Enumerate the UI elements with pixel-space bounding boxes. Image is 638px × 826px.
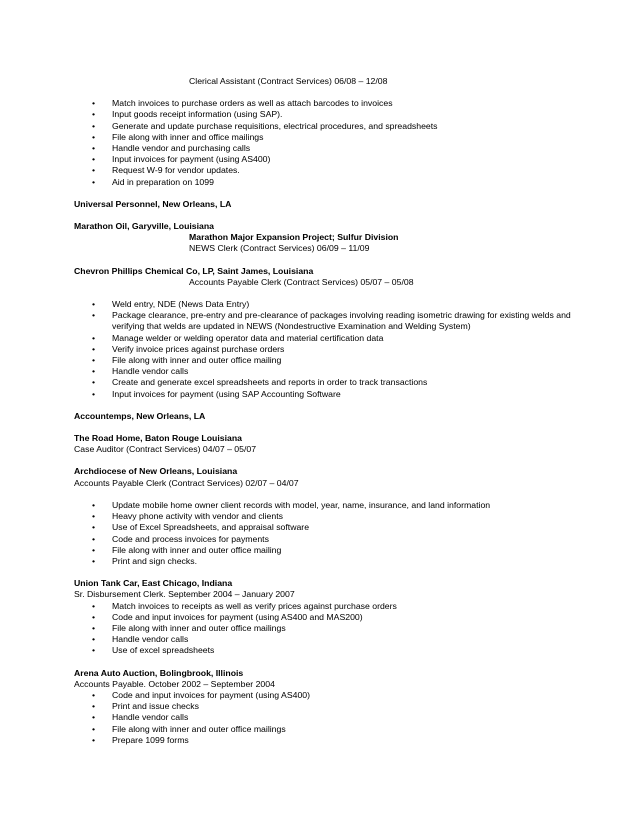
list-item: • File along with inner and office mailings bbox=[112, 132, 574, 143]
list-item: • Weld entry, NDE (News Data Entry) bbox=[112, 299, 574, 310]
list-item: • Code and input invoices for payment (using AS400) bbox=[112, 690, 574, 701]
employer-union-tank-car: Union Tank Car, East Chicago, Indiana bbox=[74, 578, 233, 589]
list-item: • Handle vendor calls bbox=[112, 366, 574, 377]
list-item: • Input invoices for payment (using AS400) bbox=[112, 154, 574, 165]
list-item: • Handle vendor calls bbox=[112, 712, 574, 723]
agency-accountemps: Accountemps, New Orleans, LA bbox=[74, 410, 206, 421]
employer-arena-auto-auction: Arena Auto Auction, Bolingbrook, Illinois bbox=[74, 667, 244, 678]
list-item: • Use of Excel Spreadsheets, and appraisal software bbox=[112, 522, 574, 533]
employer-road-home: The Road Home, Baton Rouge Louisiana bbox=[74, 433, 242, 444]
list-item: • File along with inner and outer office mailings bbox=[112, 623, 574, 634]
list-item: • Heavy phone activity with vendor and clients bbox=[112, 511, 574, 522]
job-title-disbursement-clerk: Sr. Disbursement Clerk. September 2004 – January 2007 bbox=[74, 589, 295, 600]
bullet-list-arena bbox=[74, 690, 574, 746]
list-item: • Package clearance, pre-entry and pre-clearance of packages involving reading isometric drawing for existing welds and verifying that welds are updated in NEWS (Nondestructive Examination and Welding System) bbox=[112, 310, 574, 332]
list-item: • File along with inner and outer office mailing bbox=[112, 545, 574, 556]
list-item: • Match invoices to purchase orders as well as attach barcodes to invoices bbox=[112, 98, 574, 109]
job-title-ap-clerk-archdiocese: Accounts Payable Clerk (Contract Services) 02/07 – 04/07 bbox=[74, 477, 299, 488]
list-item: • Match invoices to receipts as well as verify prices against purchase orders bbox=[112, 601, 574, 612]
list-item: • File along with inner and outer office mailing bbox=[112, 355, 574, 366]
list-item: • Generate and update purchase requisitions, electrical procedures, and spreadsheets bbox=[112, 121, 574, 132]
list-item: • Handle vendor calls bbox=[112, 634, 574, 645]
resume-content bbox=[74, 76, 574, 746]
list-item: • Code and process invoices for payments bbox=[112, 534, 574, 545]
job-title-case-auditor: Case Auditor (Contract Services) 04/07 – 05/07 bbox=[74, 444, 257, 455]
list-item: • Print and sign checks. bbox=[112, 556, 574, 567]
employer-chevron-phillips: Chevron Phillips Chemical Co, LP, Saint James, Louisiana bbox=[74, 265, 314, 276]
employer-archdiocese: Archdiocese of New Orleans, Louisiana bbox=[74, 466, 238, 477]
list-item: • Aid in preparation on 1099 bbox=[112, 177, 574, 188]
job-title-ap-clerk-chevron: Accounts Payable Clerk (Contract Services) 05/07 – 05/08 bbox=[189, 276, 414, 287]
list-item: • File along with inner and outer office mailings bbox=[112, 724, 574, 735]
list-item: • Use of excel spreadsheets bbox=[112, 645, 574, 656]
bullet-list-archdiocese bbox=[74, 500, 574, 567]
list-item: • Code and input invoices for payment (using AS400 and MAS200) bbox=[112, 612, 574, 623]
project-marathon-expansion: Marathon Major Expansion Project; Sulfur Division bbox=[189, 232, 399, 243]
agency-universal-personnel: Universal Personnel, New Orleans, LA bbox=[74, 198, 232, 209]
bullet-list-clerical bbox=[74, 98, 574, 188]
job-title-news-clerk: NEWS Clerk (Contract Services) 06/09 – 11/09 bbox=[189, 243, 370, 254]
job-title-accounts-payable: Accounts Payable. October 2002 – September 2004 bbox=[74, 678, 275, 689]
bullet-list-chevron bbox=[74, 299, 574, 400]
list-item: • Input invoices for payment (using SAP Accounting Software bbox=[112, 389, 574, 400]
list-item: • Verify invoice prices against purchase orders bbox=[112, 344, 574, 355]
list-item: • Prepare 1099 forms bbox=[112, 735, 574, 746]
list-item: • Create and generate excel spreadsheets and reports in order to track transactions bbox=[112, 377, 574, 388]
list-item: • Manage welder or welding operator data and material certification data bbox=[112, 333, 574, 344]
employer-marathon-oil: Marathon Oil, Garyville, Louisiana bbox=[74, 221, 215, 232]
list-item: • Request W-9 for vendor updates. bbox=[112, 165, 574, 176]
list-item: • Handle vendor and purchasing calls bbox=[112, 143, 574, 154]
list-item: • Update mobile home owner client records with model, year, name, insurance, and land information bbox=[112, 500, 574, 511]
bullet-list-union-tank bbox=[74, 601, 574, 657]
list-item: • Input goods receipt information (using SAP). bbox=[112, 109, 574, 120]
list-item: • Print and issue checks bbox=[112, 701, 574, 712]
job-title-clerical-assistant: Clerical Assistant (Contract Services) 06/08 – 12/08 bbox=[189, 76, 388, 86]
